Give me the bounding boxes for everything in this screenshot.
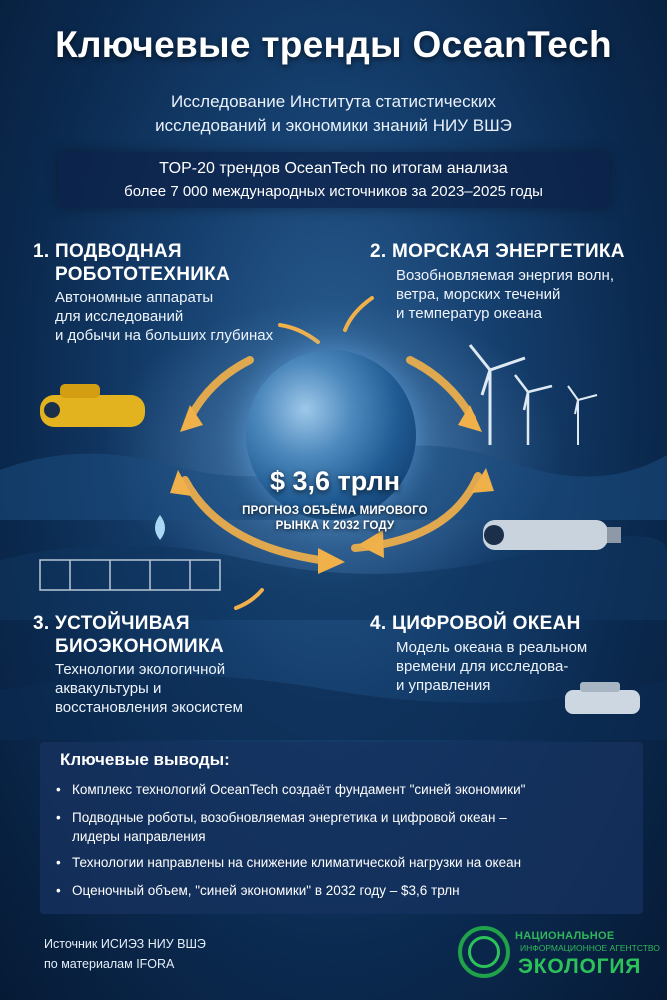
- trend-desc-line: восстановления экосистем: [55, 699, 243, 716]
- conclusion-item-continued: [56, 827, 631, 846]
- wind-turbine-icon: [568, 386, 597, 445]
- logo-line-2: ИНФОРМАЦИОННОЕ АГЕНТСТВО: [520, 943, 660, 953]
- trend-desc: [370, 638, 640, 695]
- bullet-icon: •: [56, 855, 61, 870]
- conclusions-heading: Ключевые выводы:: [60, 750, 230, 769]
- conclusions-panel: [40, 742, 643, 914]
- source-line: по материалам IFORA: [44, 957, 175, 971]
- source-note: [44, 934, 206, 974]
- bullet-icon: •: [56, 883, 61, 898]
- trend-title: [33, 612, 303, 658]
- trend-desc-line: Автономные аппараты: [55, 289, 214, 306]
- trend-desc-line: Технологии экологичной: [55, 661, 226, 678]
- trend-title-line: РОБОТОТЕХНИКА: [55, 264, 231, 285]
- forecast-note-line: РЫНКА К 2032 ГОДУ: [275, 520, 395, 532]
- trend-desc-line: времени для исследова-: [396, 658, 569, 675]
- trend-desc-line: Модель океана в реальном: [396, 639, 588, 656]
- conclusion-text: лидеры направления: [72, 829, 206, 844]
- conclusion-item: [56, 881, 631, 900]
- logo-line-1: НАЦИОНАЛЬНОЕ: [515, 930, 615, 942]
- trend-desc-line: для исследований: [55, 308, 184, 325]
- trend-desc: [33, 288, 293, 345]
- conclusion-text: Подводные роботы, возобновляемая энергетика и цифровой океан –: [72, 810, 507, 825]
- top-box-line-1: TOP-20 трендов OceanTech по итогам анализа: [159, 160, 508, 177]
- conclusion-item: [56, 808, 631, 827]
- bullet-icon: •: [56, 810, 61, 825]
- source-line: Источник ИСИЭЗ НИУ ВШЭ: [44, 937, 206, 951]
- subtitle-line: исследований и экономики знаний НИУ ВШЭ: [155, 116, 512, 135]
- underwater-drone-icon: [483, 520, 621, 550]
- trend-title-line: 3. УСТОЙЧИВАЯ: [33, 613, 190, 634]
- subtitle-line: Исследование Института статистических: [170, 92, 497, 111]
- forecast-note-line: ПРОГНОЗ ОБЪЁМА МИРОВОГО: [242, 505, 428, 517]
- logo-ring-inner-icon: [468, 936, 500, 968]
- trend-title-line: 2. МОРСКАЯ ЭНЕРГЕТИКА: [370, 241, 625, 262]
- logo-line-3: ЭКОЛОГИЯ: [518, 955, 642, 978]
- forecast-note: [230, 504, 440, 534]
- trend-desc-line: аквакультуры и: [55, 680, 162, 697]
- bullet-icon: •: [56, 782, 61, 797]
- trend-desc-line: ветра, морских течений: [396, 286, 561, 303]
- trend-title: [370, 240, 655, 263]
- conclusion-text: Комплекс технологий OceanTech создаёт фундамент "синей экономики": [72, 782, 526, 797]
- page-title: Ключевые тренды OceanTech: [55, 24, 612, 65]
- trend-title: [33, 240, 293, 286]
- trend-desc-line: Возобновляемая энергия волн,: [396, 267, 615, 284]
- forecast-value: $ 3,6 трлн: [269, 466, 401, 496]
- trend-desc: [370, 266, 655, 323]
- trend-desc-line: и температур океана: [396, 305, 542, 322]
- conclusion-text: Технологии направлены на снижение климатической нагрузки на океан: [72, 855, 522, 870]
- trend-title-line: 1. ПОДВОДНАЯ: [33, 241, 182, 262]
- trend-4: [370, 612, 640, 695]
- trend-title-line: БИОЭКОНОМИКА: [55, 636, 224, 657]
- trend-desc-line: и добычи на больших глубинах: [55, 327, 274, 344]
- trend-1: [33, 240, 293, 345]
- conclusion-text: Оценочный объем, "синей экономики" в 2032 году – $3,6 трлн: [72, 883, 460, 898]
- top-box-line-2: более 7 000 международных источников за 2023–2025 годы: [124, 183, 543, 200]
- trend-desc: [33, 660, 303, 717]
- trend-2: [370, 240, 655, 323]
- conclusion-item: [56, 780, 631, 799]
- trend-title: [370, 612, 640, 635]
- trend-3: [33, 612, 303, 717]
- trend-title-line: 4. ЦИФРОВОЙ ОКЕАН: [370, 613, 581, 634]
- trend-desc-line: и управления: [396, 677, 491, 694]
- conclusion-item: [56, 853, 631, 872]
